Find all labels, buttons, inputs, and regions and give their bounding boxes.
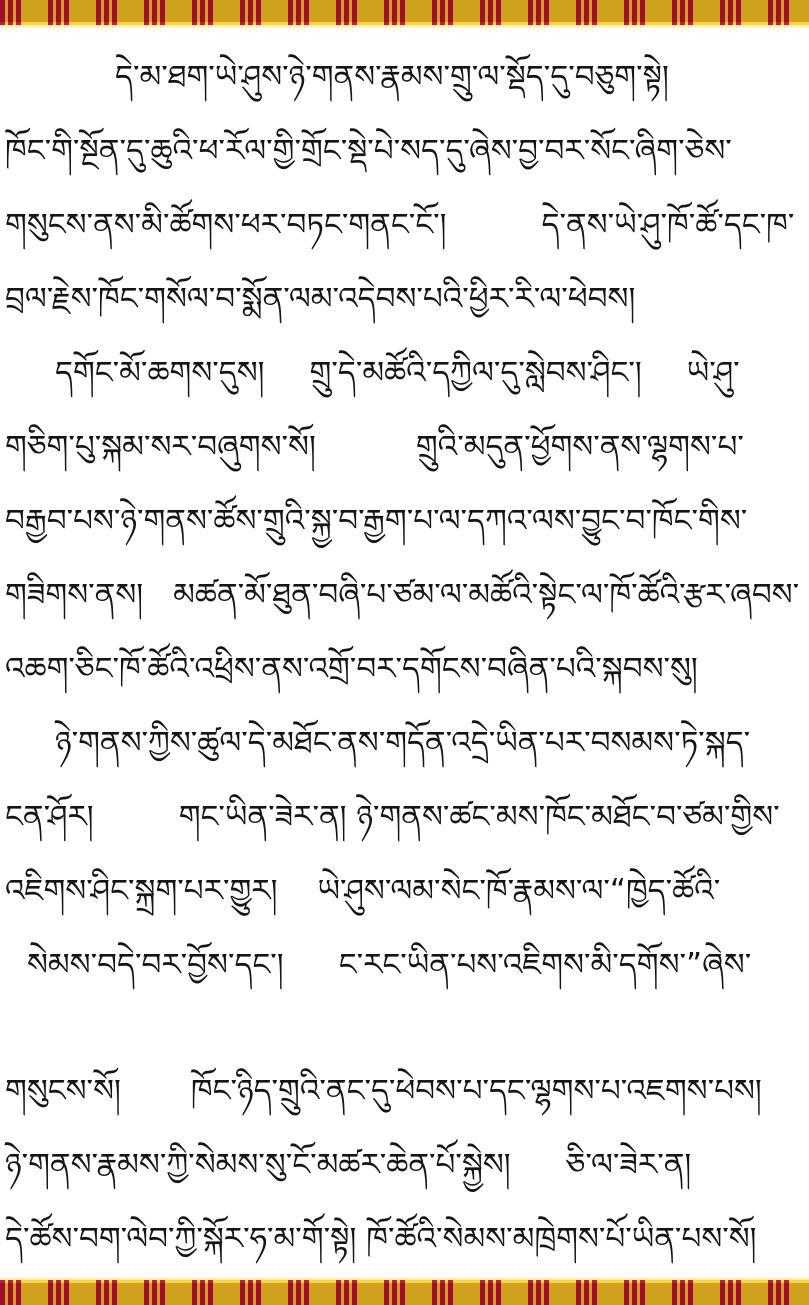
text-line [5,1055,804,1129]
text-line [5,559,804,633]
text-segment: མཚན་མོ་ཐུན་བཞི་པ་ཙམ་ལ་མཚོའི་སྟེང་ལ་ཁོ་ཚོའི་རྩར་ཞབས་ [173,577,800,614]
text-line [5,855,804,929]
text-segment: ངན་ཤོར། [5,799,94,836]
text-line [5,633,804,707]
text-line [5,1203,804,1277]
text-segment: བརྒྱབ་པས་ཉེ་གནས་ཚོས་གྲུའི་སྐྱ་བ་རྒྱག་པ་ལ་དཀའ་ལས་བྱུང་བ་ཁོང་གིས་ [5,503,748,540]
text-segment: གསུངས་སོ། [5,1073,121,1110]
text-segment: གསུངས་ནས་མི་ཚོགས་ཕར་བཏང་གནང་ངོ་། [5,207,447,244]
text-segment: བྲལ་རྗེས་ཁོང་གསོལ་བ་སྨོན་ལམ་འདེབས་པའི་ཕྱིར་རི་ལ་ཕེབས། [5,281,636,318]
text-segment: དགོང་མོ་ཆགས་དུས། [55,355,265,392]
stripe-pattern [0,0,809,22]
stripe-pattern-bevel [0,1280,809,1283]
text-segment: དེ་ཚོས་བག་ལེབ་ཀྱི་སྐོར་ཧ་མ་གོ་སྟེ། ཁོ་ཚོའི་སེམས་མཁྲེགས་པོ་ཡིན་པས་སོ། [5,1221,757,1258]
decorative-border-bottom [0,1278,809,1305]
text-line [5,1129,804,1203]
text-line [5,189,804,263]
scripture-text-body [0,27,809,1278]
text-line [5,41,804,115]
text-segment: ཉེ་གནས་རྣམས་ཀྱི་སེམས་སུ་ངོ་མཚར་ཆེན་པོ་སྐྱེས། [5,1147,511,1184]
text-line [5,707,804,781]
text-segment: འཇིགས་ཤིང་སྐྲག་པར་གྱུར། [5,873,278,910]
text-segment: སེམས་བདེ་བར་བྱོས་དང་། [27,947,284,984]
text-segment: ཉེ་གནས་ཀྱིས་ཚུལ་དེ་མཐོང་ནས་གདོན་འདྲེ་ཡིན་པར་བསམས་ཏེ་སྐད་ [55,725,751,762]
text-segment: གང་ཡིན་ཟེར་ན། ཉེ་གནས་ཚང་མས་ཁོང་མཐོང་བ་ཙམ་གྱིས་ [178,799,780,836]
text-line [5,263,804,337]
text-line [5,781,804,855]
text-segment: གཅིག་པུ་སྐམ་སར་བཞུགས་སོ། [5,429,316,466]
stripe-pattern-bevel [0,22,809,25]
text-segment: དེ་ནས་ཡེ་ཤུ་ཁོ་ཚོ་དང་ཁ་ [541,207,795,244]
text-segment: ཡེ་ཤུ་ [686,355,740,392]
text-line [5,115,804,189]
decorative-border-top [0,0,809,27]
text-line [5,337,804,411]
text-segment: དེ་མ་ཐག་ཡེ་ཤུས་ཉེ་གནས་རྣམས་གྲུ་ལ་སྡོད་དུ་བཅུག་སྟེ། [115,59,669,96]
text-segment: ང་རང་ཡིན་པས་འཇིགས་མི་དགོས་”ཞེས་ [338,947,752,984]
text-line [5,929,804,1003]
text-segment: གྲུ་དེ་མཚོའི་དཀྱིལ་དུ་སླེབས་ཤིང་། [309,355,642,392]
text-segment: གྲུའི་མདུན་ཕྱོགས་ནས་ལྷགས་པ་ [415,429,744,466]
text-line [5,411,804,485]
text-segment: ཁོང་ཉིད་གྲུའི་ནང་དུ་ཕེབས་པ་དང་ལྷགས་པ་འཇགས་པས། [190,1073,762,1110]
stripe-pattern [0,1283,809,1305]
text-line [5,485,804,559]
text-segment: ཁོང་གི་སྔོན་དུ་ཆུའི་ཕ་རོལ་གྱི་གྲོང་སྡེ་པེ་སད་དུ་ཞེས་བྱ་བར་སོང་ཞིག་ཅེས་ [5,133,732,170]
text-segment: འཆག་ཅིང་ཁོ་ཚོའི་འཕྲིས་ནས་འགྲོ་བར་དགོངས་བཞིན་པའི་སྐབས་སུ། [5,651,698,688]
text-segment: གཟིགས་ནས། [5,577,144,614]
text-segment: ཡེ་ཤུས་ལམ་སེང་ཁོ་རྣམས་ལ་“ཁྱེད་ཚོའི་ [317,873,721,910]
text-segment: ཅི་ལ་ཟེར་ན། [565,1147,692,1184]
